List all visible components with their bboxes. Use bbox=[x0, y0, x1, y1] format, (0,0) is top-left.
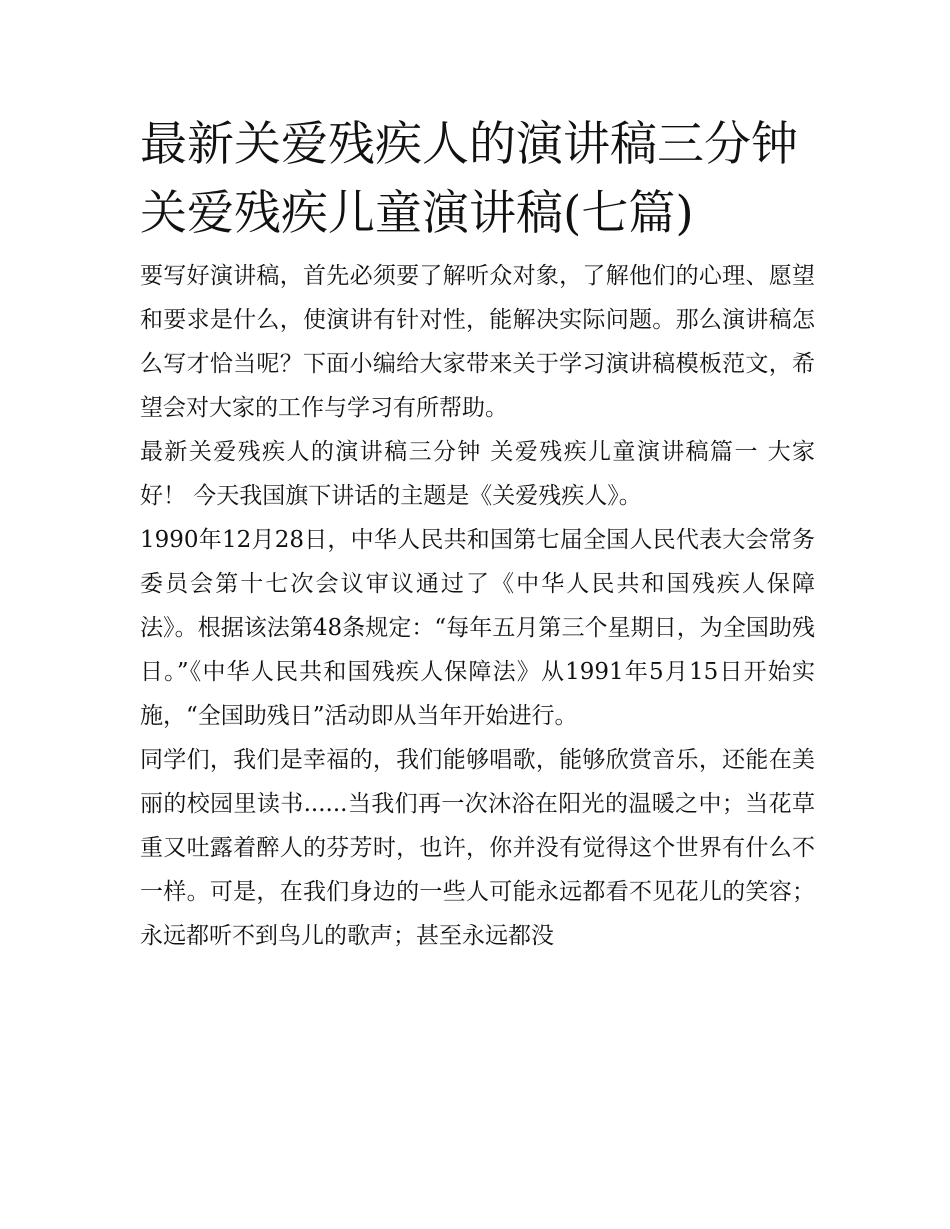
paragraph-intro: 要写好演讲稿，首先必须要了解听众对象，了解他们的心理、愿望和要求是什么，使演讲有针对性，能解决实际问题。那么演讲稿怎么写才恰当呢？下面小编给大家带来关于学习演讲稿模板范文，希望会对大家的工作与学习有所帮助。 bbox=[140, 263, 815, 421]
paragraph-appeal: 同学们，我们是幸福的，我们能够唱歌，能够欣赏音乐，还能在美丽的校园里读书......当我们再一次沐浴在阳光的温暖之中；当花草重又吐露着醉人的芬芳时，也许，你并没有觉得这个世界有什么不一样。可是，在我们身边的一些人可能永远都看不见花儿的笑容；永远都听不到鸟儿的歌声；甚至永远都没 bbox=[140, 747, 815, 949]
paragraph-greeting: 最新关爱残疾人的演讲稿三分钟 关爱残疾儿童演讲稿篇一 大家好！ 今天我国旗下讲话的主题是《关爱残疾人》。 bbox=[140, 439, 815, 509]
paragraph-history: 1990年12月28日，中华人民共和国第七届全国人民代表大会常务委员会第十七次会议审议通过了《中华人民共和国残疾人保障法》。根据该法第48条规定：“每年五月第三个星期日，为全国助残日。”《中华人民共和国残疾人保障法》从1991年5月15日开始实施，“全国助残日”活动即从当年开始进行。 bbox=[140, 527, 815, 729]
document-title: 最新关爱残疾人的演讲稿三分钟 关爱残疾儿童演讲稿(七篇) bbox=[140, 117, 798, 241]
document-page bbox=[140, 110, 815, 958]
